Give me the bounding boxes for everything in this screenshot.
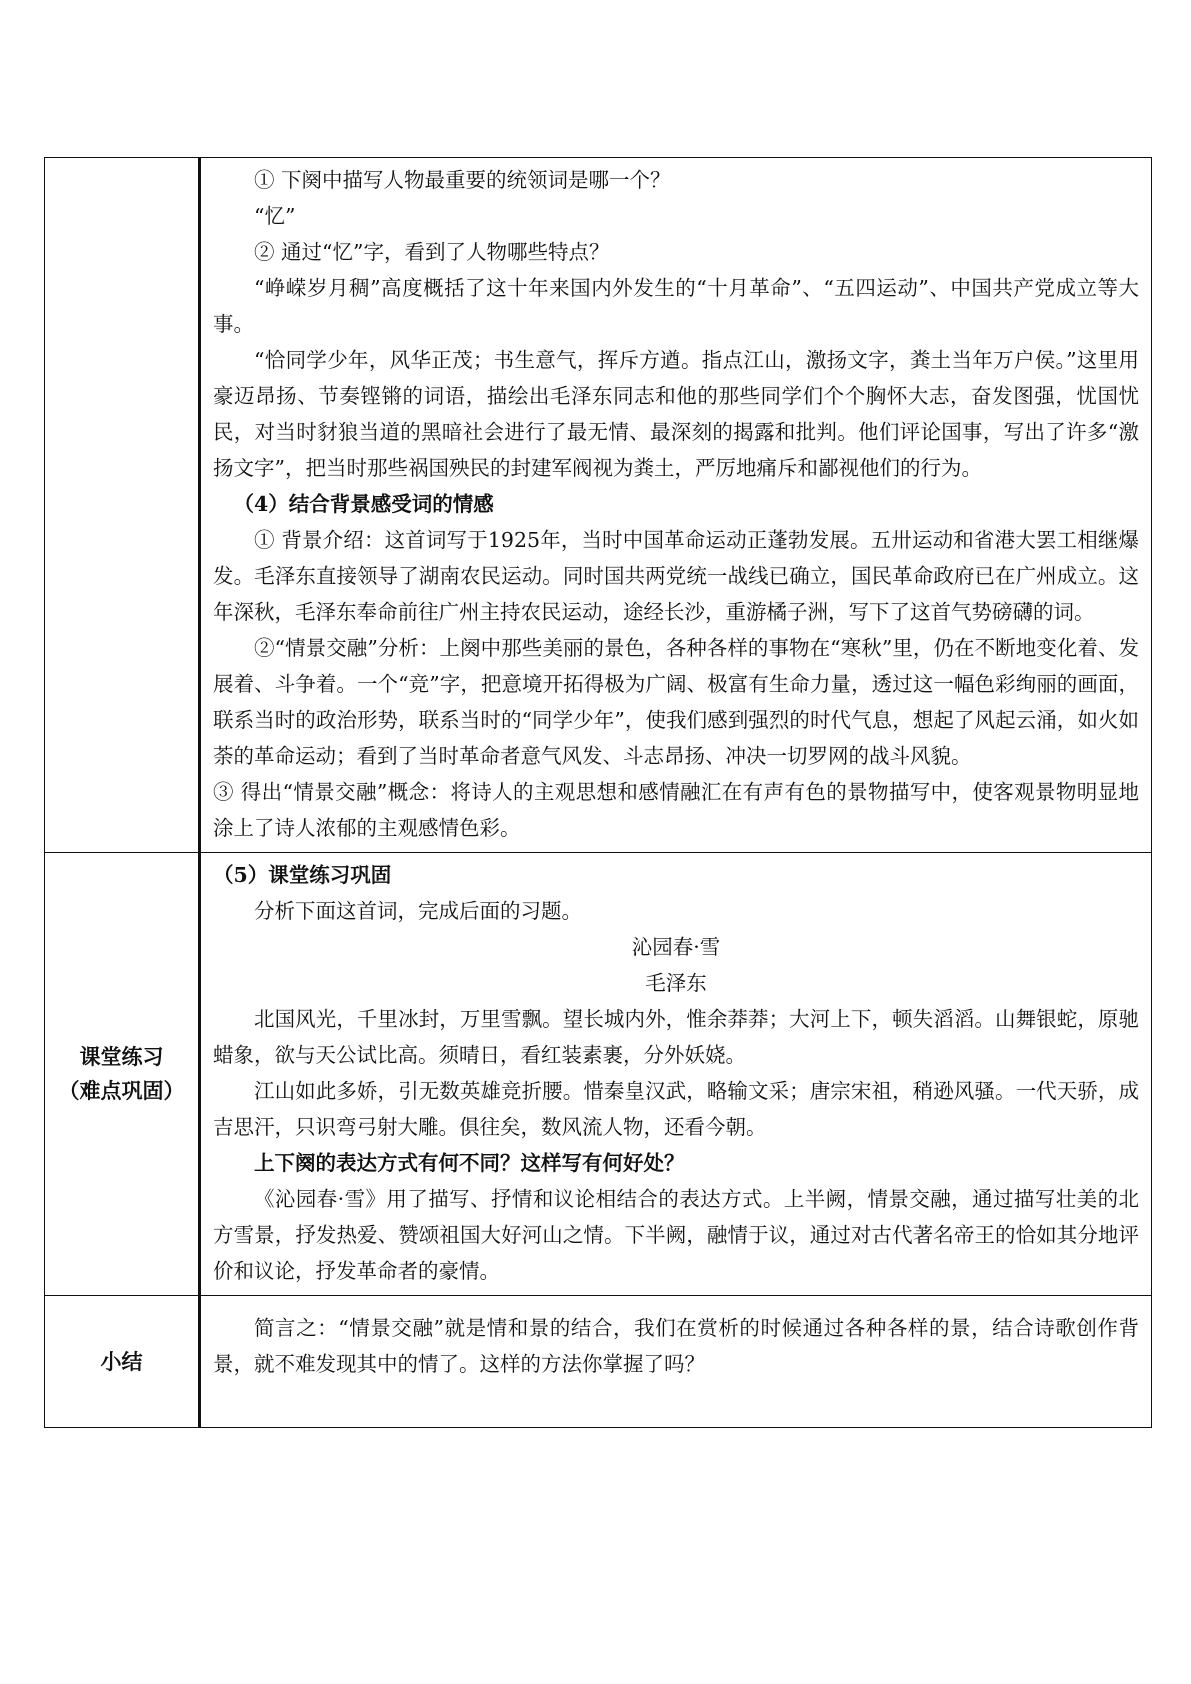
row-label-empty [45, 158, 200, 853]
paragraph-concept: ③ 得出“情景交融”概念：将诗人的主观思想和感情融汇在有声有色的景物描写中，使客观景物明显地涂上了诗人浓郁的主观感情色彩。 [213, 780, 1139, 840]
poem-stanza-1: 北国风光，千里冰封，万里雪飘。望长城内外，惟余莽莽；大河上下，顿失滔滔。山舞银蛇，原驰蜡象，欲与天公试比高。须晴日，看红装素裹，分外妖娆。 [213, 1007, 1139, 1067]
table-row [45, 1296, 1152, 1428]
practice-intro: 分析下面这首词，完成后面的习题。 [254, 899, 582, 923]
question-character-traits: ② 通过“忆”字，看到了人物哪些特点？ [254, 240, 610, 264]
content-cell [200, 1296, 1152, 1428]
question-lead-word: ① 下阕中描写人物最重要的统领词是哪一个？ [254, 168, 671, 192]
summary-content [201, 1296, 1151, 1388]
lesson-plan-table [44, 157, 1152, 1428]
practice-answer: 《沁园春·雪》用了描写、抒情和议论相结合的表达方式。上半阙，情景交融，通过描写壮美的北方雪景，抒发热爱、赞颂祖国大好河山之情。下半阙，融情于议，通过对古代著名帝王的恰如其分地评价和议论，抒发革命者的豪情。 [213, 1187, 1139, 1283]
table-row [45, 158, 1152, 853]
table-row [45, 853, 1152, 1296]
section-heading-5: （5）课堂练习巩固 [213, 863, 392, 887]
poem-stanza-2: 江山如此多娇，引无数英雄竞折腰。惜秦皇汉武，略输文采；唐宗宋祖，稍逊风骚。一代天骄，成吉思汗，只识弯弓射大雕。俱往矣，数风流人物，还看今朝。 [213, 1079, 1139, 1139]
paragraph-analysis: “恰同学少年，风华正茂；书生意气，挥斥方遒。指点江山，激扬文字，粪土当年万户侯。”这里用豪迈昂扬、节奏铿锵的词语，描绘出毛泽东同志和他的那些同学们个个胸怀大志，奋发图强，忧国忧民，对当时豺狼当道的黑暗社会进行了最无情、最深刻的揭露和批判。他们评论国事，写出了许多“激扬文字”，把当时那些祸国殃民的封建军阀视为粪土，严厉地痛斥和鄙视他们的行为。 [213, 348, 1139, 480]
practice-content [201, 853, 1151, 1295]
summary-text: 简言之：“情景交融”就是情和景的结合，我们在赏析的时候通过各种各样的景，结合诗歌创作背景，就不难发现其中的情了。这样的方法你掌握了吗？ [213, 1316, 1139, 1376]
content-cell [200, 158, 1152, 853]
label-practice-line2: （难点巩固） [58, 1079, 185, 1103]
poem-author: 毛泽东 [645, 971, 707, 995]
section-heading-4: （4）结合背景感受词的情感 [233, 492, 494, 516]
analysis-content [201, 158, 1151, 852]
answer-lead-word: “忆” [254, 204, 296, 228]
paragraph-summary: “峥嵘岁月稠”高度概括了这十年来国内外发生的“十月革命”、“五四运动”、中国共产党成立等大事。 [213, 276, 1139, 336]
row-label-practice [45, 853, 200, 1296]
content-cell [200, 853, 1152, 1296]
label-summary: 小结 [100, 1349, 143, 1374]
poem-title: 沁园春·雪 [631, 935, 721, 959]
practice-question: 上下阕的表达方式有何不同？这样写有何好处？ [254, 1151, 685, 1175]
label-practice-line1: 课堂练习 [79, 1045, 164, 1069]
paragraph-background: ① 背景介绍：这首词写于1925年，当时中国革命运动正蓬勃发展。五卅运动和省港大罢工相继爆发。毛泽东直接领导了湖南农民运动。同时国共两党统一战线已确立，国民革命政府已在广州成立。这年深秋，毛泽东奉命前往广州主持农民运动，途经长沙，重游橘子洲，写下了这首气势磅礴的词。 [213, 528, 1139, 624]
row-label-summary [45, 1296, 200, 1428]
paragraph-scene-emotion: ②“情景交融”分析：上阕中那些美丽的景色，各种各样的事物在“寒秋”里，仍在不断地变化着、发展着、斗争着。一个“竞”字，把意境开拓得极为广阔、极富有生命力量，透过这一幅色彩绚丽的画面，联系当时的政治形势，联系当时的“同学少年”，使我们感到强烈的时代气息，想起了风起云涌，如火如荼的革命运动；看到了当时革命者意气风发、斗志昂扬、冲决一切罗网的战斗风貌。 [213, 636, 1139, 768]
